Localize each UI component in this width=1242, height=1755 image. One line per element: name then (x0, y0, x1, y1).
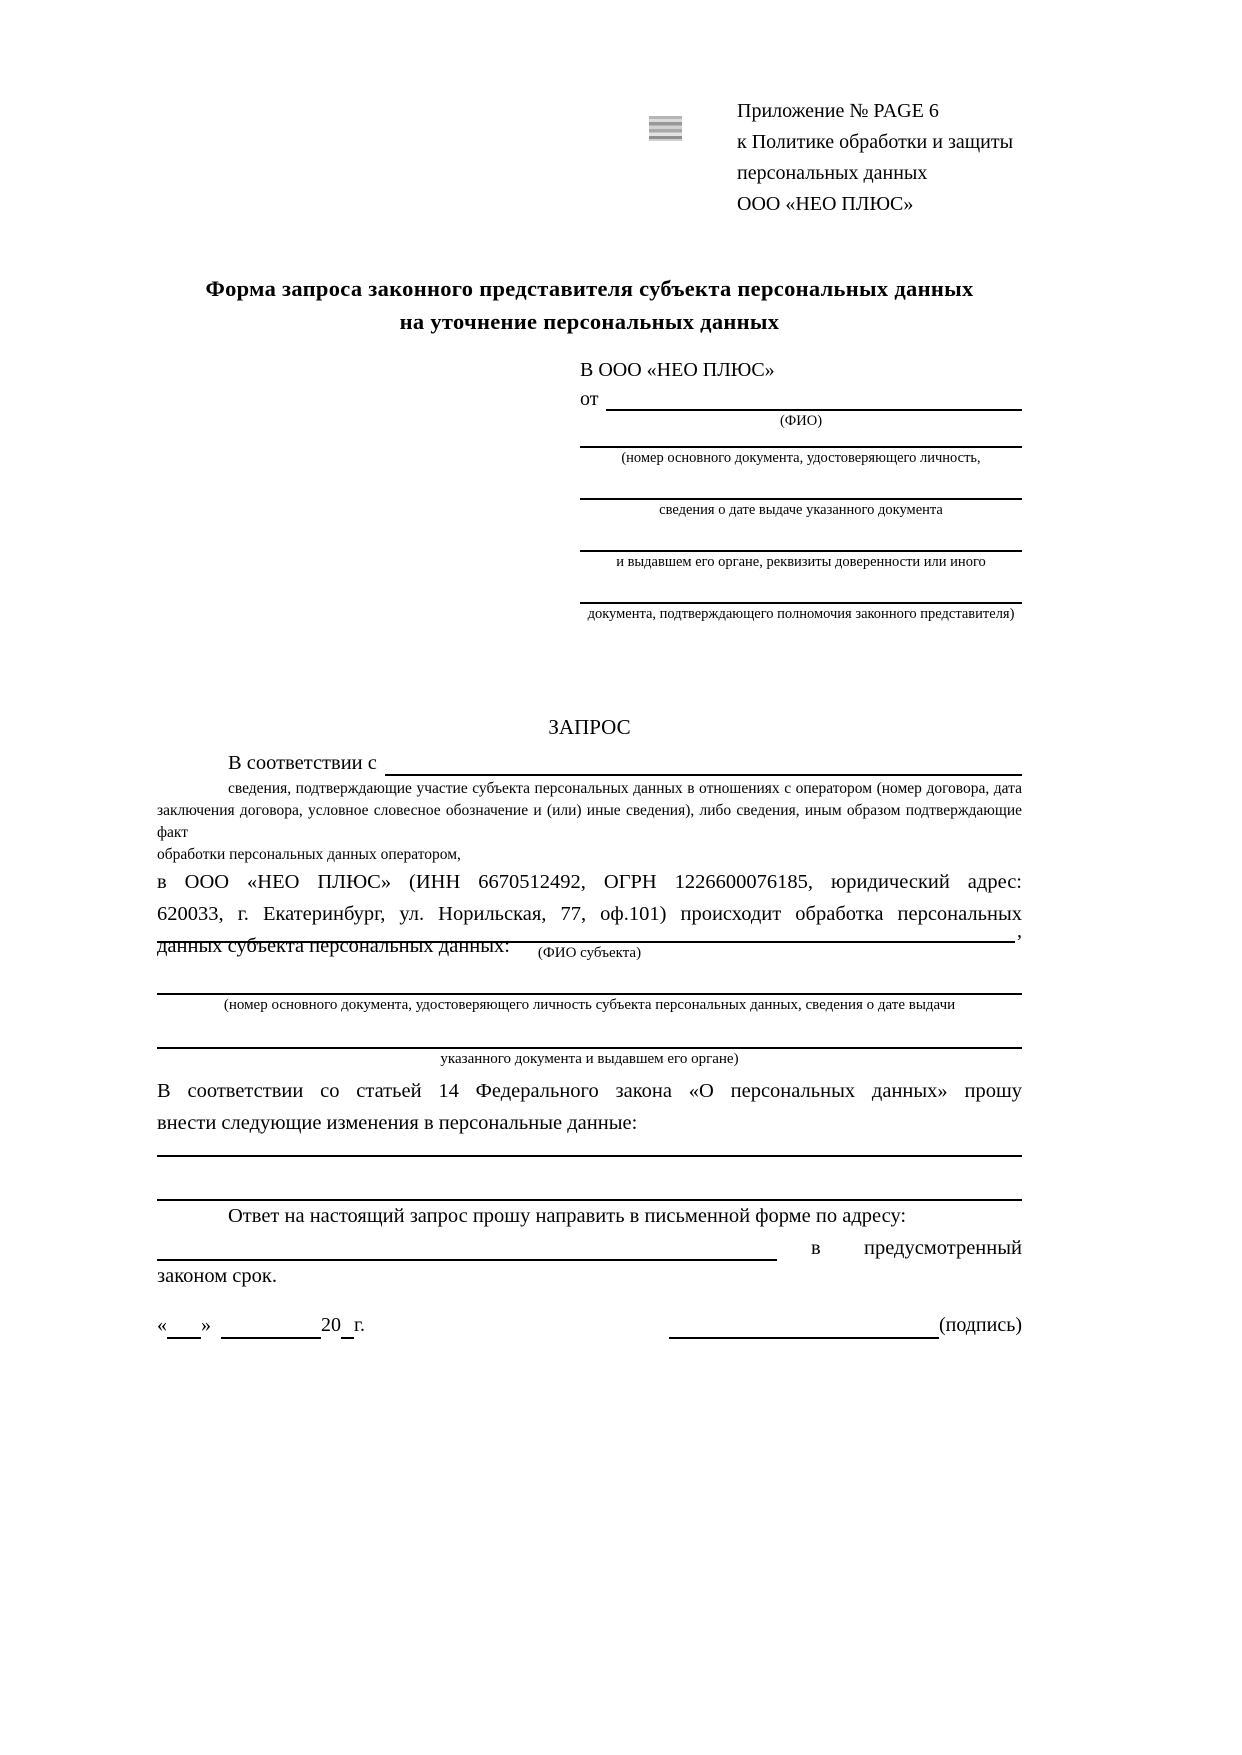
caption-subject-fio: (ФИО субъекта) (537, 945, 642, 961)
header-line-personal-data: персональных данных (737, 162, 928, 184)
subject-block (157, 915, 1022, 1139)
caption-subject-document: (номер основного документа, удостоверяющего личность субъекта персональных данных, сведения о дате выдачи (223, 997, 956, 1013)
blank-line-changes-2 (157, 1157, 1022, 1201)
header-line-appendix: Приложение № PAGE 6 (737, 100, 939, 122)
caption-issue-date: сведения о дате выдаче указанного документа (659, 502, 943, 518)
signature-line (669, 1311, 1022, 1339)
footer-block (157, 1305, 1022, 1339)
caption-document-number: (номер основного документа, удостоверяющего личность, (621, 450, 981, 466)
answer-tail: законом срок. (157, 1265, 277, 1287)
blurred-stamp-icon (649, 116, 682, 141)
operator-line: 620033, г. Екатеринбург, ул. Норильская, 77, оф.101) происходит обработка персональных (157, 903, 1022, 925)
blank-line-power-of-attorney (580, 572, 1022, 604)
year-prefix: 20 (321, 1314, 341, 1336)
caption-subject-authority: указанного документа и выдавшем его органе) (440, 1051, 739, 1067)
title-line-2: на уточнение персональных данных (399, 309, 780, 334)
blank-line-subject-document (157, 963, 1022, 995)
month-blank-line (221, 1313, 321, 1339)
operator-line: данных субъекта персональных данных: (157, 935, 510, 957)
from-label: от (580, 388, 599, 410)
request-heading: ЗАПРОС (548, 715, 631, 739)
date-line (157, 1311, 365, 1339)
fine-print-line: заключения договора, условное словесное обозначение и (или) иные сведения), либо сведения, иным образом подтверждающие факт (157, 802, 1022, 841)
intro-field (157, 748, 1022, 776)
law-line: внести следующие изменения в персональные данные: (157, 1112, 638, 1134)
addressee-block (580, 355, 1022, 624)
intro-blank-line (385, 774, 1022, 776)
caption-power-of-attorney: документа, подтверждающего полномочия законного представителя) (587, 606, 1015, 622)
subject-line-comma: , (1017, 920, 1022, 942)
title-line-1: Форма запроса законного представителя субъекта персональных данных (205, 276, 974, 301)
year-suffix: г. (354, 1314, 365, 1336)
fio-caption: (ФИО) (779, 413, 823, 429)
operator-line: в ООО «НЕО ПЛЮС» (ИНН 6670512492, ОГРН 1226600076185, юридический адрес: (157, 871, 1022, 893)
answer-word-v: в (811, 1237, 821, 1259)
signature-caption: (подпись) (938, 1314, 1022, 1336)
header-block (737, 96, 1067, 220)
blank-line-document-number (580, 431, 1022, 448)
header-line-company: ООО «НЕО ПЛЮС» (737, 193, 914, 215)
signature-blank-line (669, 1313, 939, 1339)
answer-block (157, 1123, 1022, 1291)
blank-line-issuing-authority (580, 520, 1022, 552)
fine-print (157, 778, 1022, 866)
intro-label: В соответствии с (228, 752, 377, 774)
blank-line-changes-1 (157, 1123, 1022, 1157)
fine-print-line: обработки персональных данных оператором, (157, 846, 461, 863)
addressee-to: В ООО «НЕО ПЛЮС» (580, 359, 775, 381)
answer-word-predusmotrenny: предусмотренный (863, 1237, 1022, 1259)
quote-close: » (201, 1314, 211, 1336)
blank-line-subject-authority (157, 1015, 1022, 1049)
year-blank-line (341, 1313, 354, 1339)
from-field (580, 385, 1022, 411)
quote-open: « (157, 1314, 167, 1336)
blank-line-issue-date (580, 468, 1022, 500)
address-field (157, 1231, 1022, 1261)
subject-fio-field (157, 915, 1022, 943)
day-blank-line (167, 1313, 201, 1339)
law-line: В соответствии со статьей 14 Федерального закона «О персональных данных» прошу (157, 1080, 1022, 1102)
answer-intro: Ответ на настоящий запрос прошу направить в письменной форме по адресу: (228, 1205, 907, 1227)
document-title (157, 272, 1022, 338)
caption-issuing-authority: и выдавшем его органе, реквизиты доверенности или иного (616, 554, 986, 570)
header-line-policy: к Политике обработки и защиты (737, 131, 1014, 153)
fine-print-line: сведения, подтверждающие участие субъекта персональных данных в отношениях с оператором (номер договора, дата (228, 780, 1022, 797)
